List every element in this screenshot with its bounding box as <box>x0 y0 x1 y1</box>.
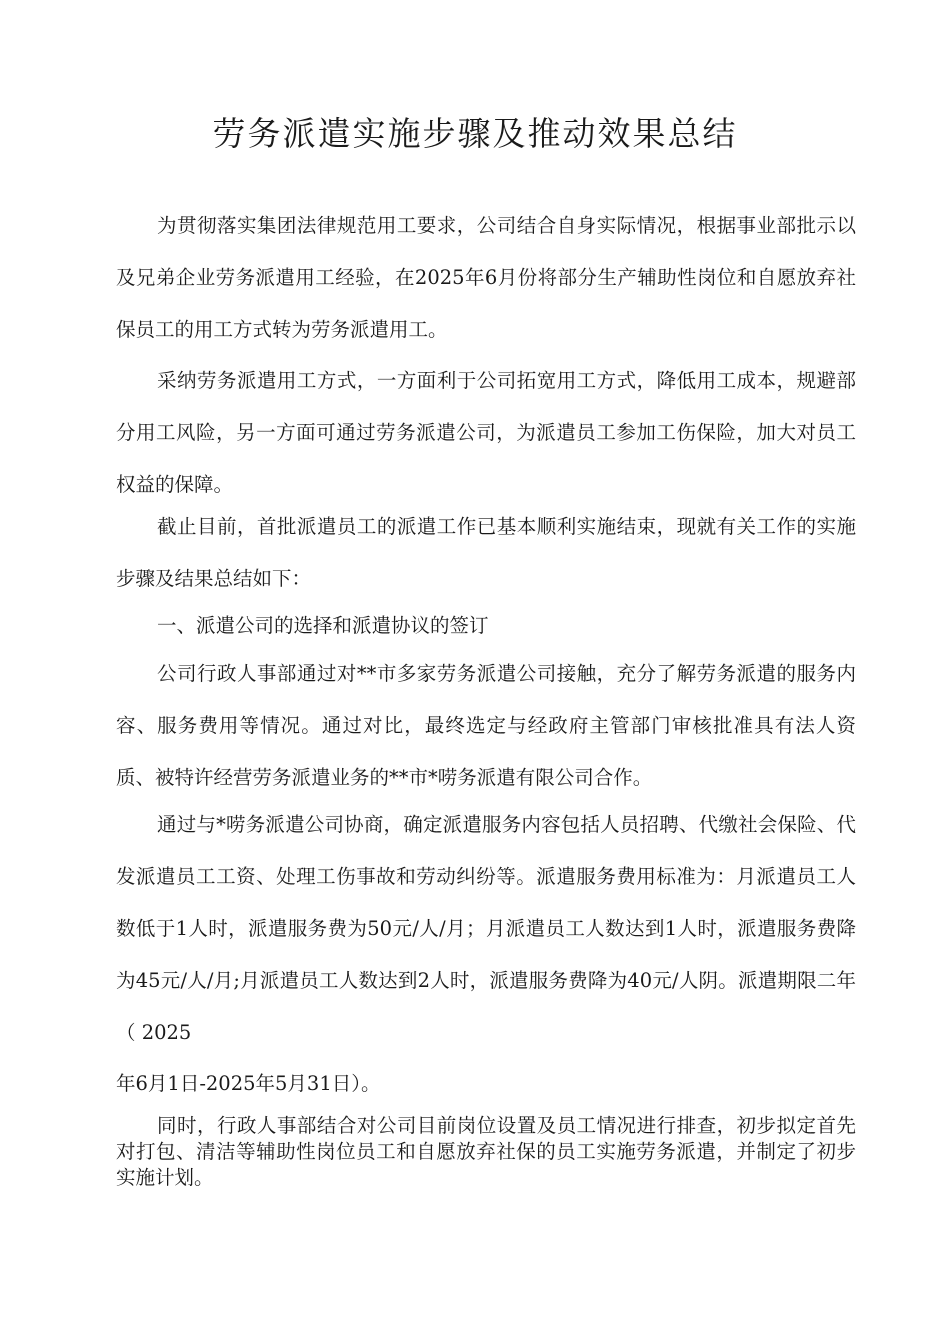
paragraph-service-terms: 通过与*唠务派遣公司协商，确定派遣服务内容包括人员招聘、代缴社会保险、代发派遣员工工资、处理工伤事故和劳动纠纷等。派遣服务费用标准为：月派遣员工人数低于1人时，派遣服务费为50元/人/月；月派遣员工人数达到1人时，派遣服务费降为45元/人/月;月派遣员工人数达到2人时，派遣服务费降为40元/人阴。派遣期限二年（ 2025 <box>116 813 856 1044</box>
paragraph-benefits: 采纳劳务派遣用工方式，一方面利于公司拓宽用工方式，降低用工成本，规避部分用工风险，另一方面可通过劳务派遣公司，为派遣员工参加工伤保险，加大对员工权益的保障。 <box>116 369 856 496</box>
document-title: 劳务派遣实施步骤及推动效果总结 <box>212 114 738 153</box>
paragraph-status: 截止目前，首批派遣员工的派遣工作已基本顺利实施结束，现就有关工作的实施步骤及结果总结如下： <box>116 515 856 590</box>
paragraph-term-dates: 年6月1日-2025年5月31日）。 <box>116 1072 381 1095</box>
section-heading-1: 一、派遣公司的选择和派遣协议的签订 <box>157 614 489 637</box>
paragraph-company-selection: 公司行政人事部通过对**市多家劳务派遣公司接触，充分了解劳务派遣的服务内容、服务费用等情况。通过对比，最终选定与经政府主管部门审核批准具有法人资质、被特许经营劳务派遣业务的**市*唠务派遣有限公司合作。 <box>116 662 856 789</box>
paragraph-intro: 为贯彻落实集团法律规范用工要求，公司结合自身实际情况，根据事业部批示以及兄弟企业劳务派遣用工经验，在2025年6月份将部分生产辅助性岗位和自愿放弃社保员工的用工方式转为劳务派遣用工。 <box>116 214 856 341</box>
paragraph-plan: 同时，行政人事部结合对公司目前岗位设置及员工情况进行排查，初步拟定首先对打包、清洁等辅助性岗位员工和自愿放弃社保的员工实施劳务派遣，并制定了初步实施计划。 <box>116 1114 856 1189</box>
